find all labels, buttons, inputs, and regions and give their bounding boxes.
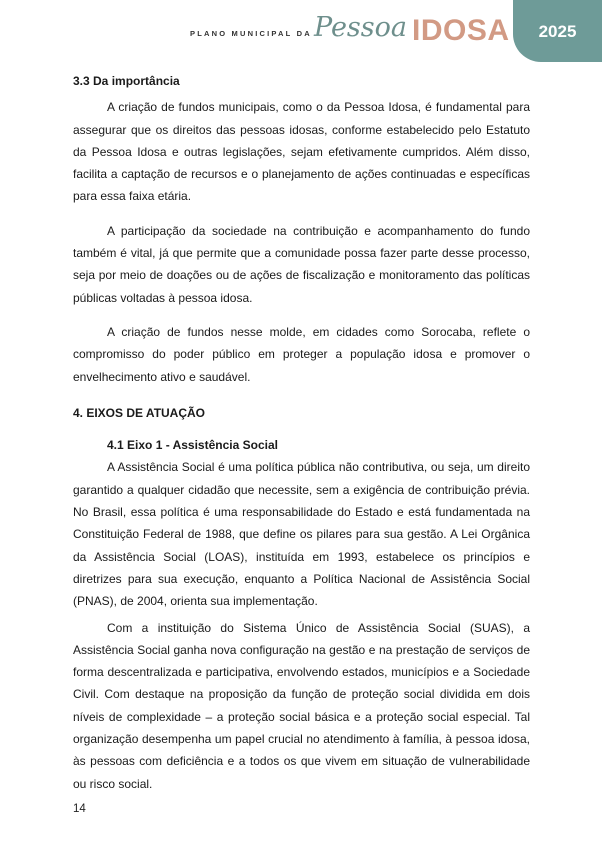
paragraph: A criação de fundos municipais, como o da Pessoa Idosa, é fundamental para assegurar que os direitos das pessoas idosas, conforme estabelecido pelo Estatuto da Pessoa Idosa e outras legislações, sejam efetivamente cumpridos. Além disso, facilita a captação de recursos e o planejamento de ações continuadas e específicas para essa faixa etária. — [73, 100, 530, 204]
paragraph: A participação da sociedade na contribuição e acompanhamento do fundo também é vital, já que permite que a comunidade possa fazer parte desse processo, seja por meio de doações ou de ações de fiscalização e monitoramento das políticas públicas voltadas à pessoa idosa. — [73, 223, 530, 305]
brand-logo-script: Pessoa — [314, 12, 407, 43]
paragraph: A criação de fundos nesse molde, em cidades como Sorocaba, reflete o compromisso do poder público em proteger a população idosa e promover o envelhecimento ativo e saudável. — [73, 324, 530, 384]
paragraph: A Assistência Social é uma política pública não contributiva, ou seja, um direito garantido a qualquer cidadão que necessite, sem a exigência de contribuição prévia. No Brasil, essa política é uma responsabilidade do Estado e está fundamentada na Constituição Federal de 1988, que define os pilares para sua gestão. A Lei Orgânica da Assistência Social (LOAS), instituída em 1993, estabelece os princípios e diretrizes para sua execução, enquanto a Política Nacional de Assistência Social (PNAS), de 2004, orienta sua implementação. — [73, 460, 530, 609]
year-tab — [513, 0, 602, 62]
plan-label: PLANO MUNICIPAL DA — [190, 29, 312, 38]
paragraph: Com a instituição do Sistema Único de Assistência Social (SUAS), a Assistência Social ganha nova configuração na gestão e na prestação de serviços de forma descentralizada e participativa, envolvendo estados, municípios e a Sociedade Civil. Com destaque na proposição da função de proteção social dividida em dois níveis de complexidade – a proteção social básica e a proteção social especial. Tal organização desempenha um papel crucial no atendimento à família, à pessoa idosa, às pessoas com deficiência e a todos os que vivem em situação de vulnerabilidade ou risco social. — [73, 620, 530, 791]
page-number: 14 — [73, 803, 86, 815]
section-3-3-heading: 3.3 Da importância — [73, 74, 180, 88]
subsection-4-1-heading: 4.1 Eixo 1 - Assistência Social — [107, 438, 278, 453]
page-header — [0, 0, 602, 60]
year-label: 2025 — [538, 22, 577, 41]
brand-logo-bold: IDOSA — [412, 14, 510, 47]
document-body — [73, 64, 530, 795]
section-4-heading: 4. EIXOS DE ATUAÇÃO — [73, 405, 206, 420]
